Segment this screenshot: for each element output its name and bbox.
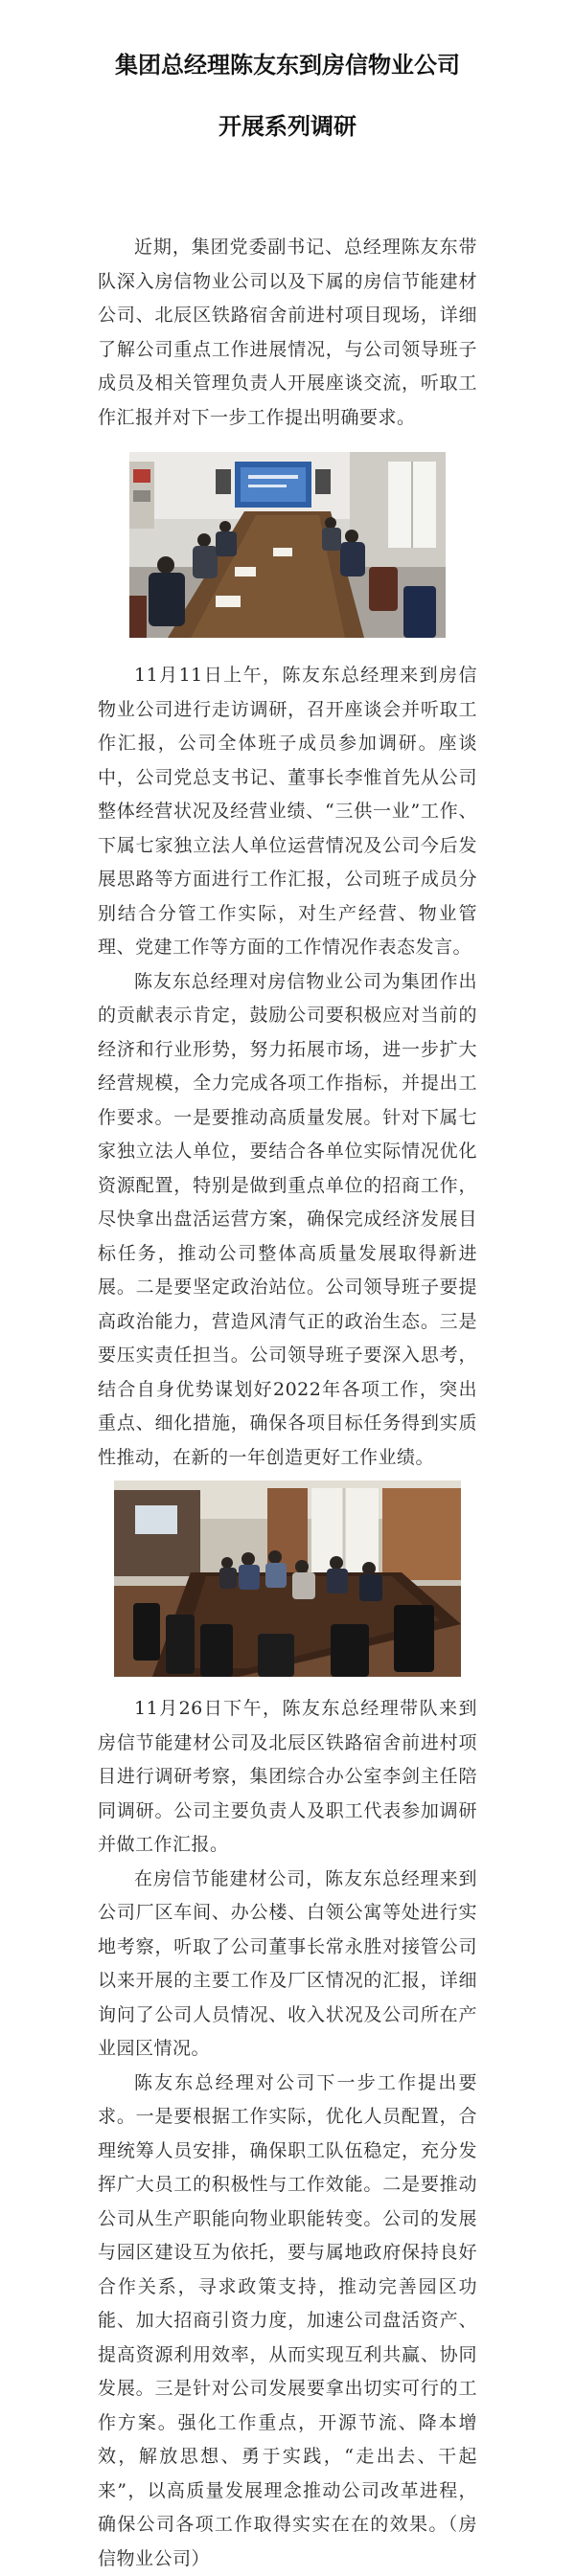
paragraph-requirements-1: 陈友东总经理对房信物业公司为集团作出的贡献表示肯定，鼓励公司要积极应对当前的经济和行业形势，努力拓展市场，进一步扩大经营规模，全力完成各项工作指标，并提出工作要求。一是要推动高质量发展。针对下属七家独立法人单位，要结合各单位实际情况优化资源配置，特别是做到重点单位的招商工作，尽快拿出盘活运营方案，确保完成经济发展目标任务，推动公司整体高质量发展取得新进展。二是要坚定政治站位。公司领导班子要提高政治能力，营造风清气正的政治生态。三是要压实责任担当。公司领导班子要深入思考，结合自身优势谋划好2022年各项工作，突出重点、细化措施，确保各项目标任务得到实质性推动，在新的一年创造更好工作业绩。 <box>98 965 477 1476</box>
article-title-line-1: 集团总经理陈友东到房信物业公司 <box>98 36 477 94</box>
article-title-line-2: 开展系列调研 <box>98 98 477 155</box>
meeting-photo-1 <box>129 452 446 638</box>
paragraph-intro: 近期，集团党委副书记、总经理陈友东带队深入房信物业公司以及下属的房信节能建材公司、北辰区铁路宿舍前进村项目现场，详细了解公司重点工作进展情况，与公司领导班子成员及相关管理负责人开展座谈交流，听取工作汇报并对下一步工作提出明确要求。 <box>98 231 477 435</box>
paragraph-site-inspection: 在房信节能建材公司，陈友东总经理来到公司厂区车间、办公楼、白领公寓等处进行实地考察，听取了公司董事长常永胜对接管公司以来开展的主要工作及厂区情况的汇报，详细询问了公司人员情况、收入状况及公司所在产业园区情况。 <box>98 1863 477 2067</box>
paragraph-requirements-2: 陈友东总经理对公司下一步工作提出要求。一是要根据工作实际，优化人员配置，合理统筹人员安排，确保职工队伍稳定，充分发挥广大员工的积极性与工作效能。二是要推动公司从生产职能向物业职能转变。公司的发展与园区建设互为依托，要与属地政府保持良好合作关系，寻求政策支持，推动完善园区功能、加大招商引资力度，加速公司盘活资产、提高资源利用效率，从而实现互利共赢、协同发展。三是针对公司发展要拿出切实可行的工作方案。强化工作重点，开源节流、降本增效，解放思想、勇于实践，“走出去、干起来”，以高质量发展理念推动公司改革进程，确保公司各项工作取得实实在在的效果。（房信物业公司） <box>98 2067 477 2576</box>
meeting-photo-2 <box>114 1480 461 1677</box>
article-page <box>0 36 575 2484</box>
paragraph-nov11-visit: 11月11日上午，陈友东总经理来到房信物业公司进行走访调研，召开座谈会并听取工作汇报，公司全体班子成员参加调研。座谈中，公司党总支书记、董事长李惟首先从公司整体经营状况及经营业绩、“三供一业”工作、下属七家独立法人单位运营情况及公司今后发展思路等方面进行工作汇报，公司班子成员分别结合分管工作实际，对生产经营、物业管理、党建工作等方面的工作情况作表态发言。 <box>98 659 477 965</box>
paragraph-nov26-visit: 11月26日下午，陈友东总经理带队来到房信节能建材公司及北辰区铁路宿舍前进村项目进行调研考察，集团综合办公室李剑主任陪同调研。公司主要负责人及职工代表参加调研并做工作汇报。 <box>98 1692 477 1863</box>
